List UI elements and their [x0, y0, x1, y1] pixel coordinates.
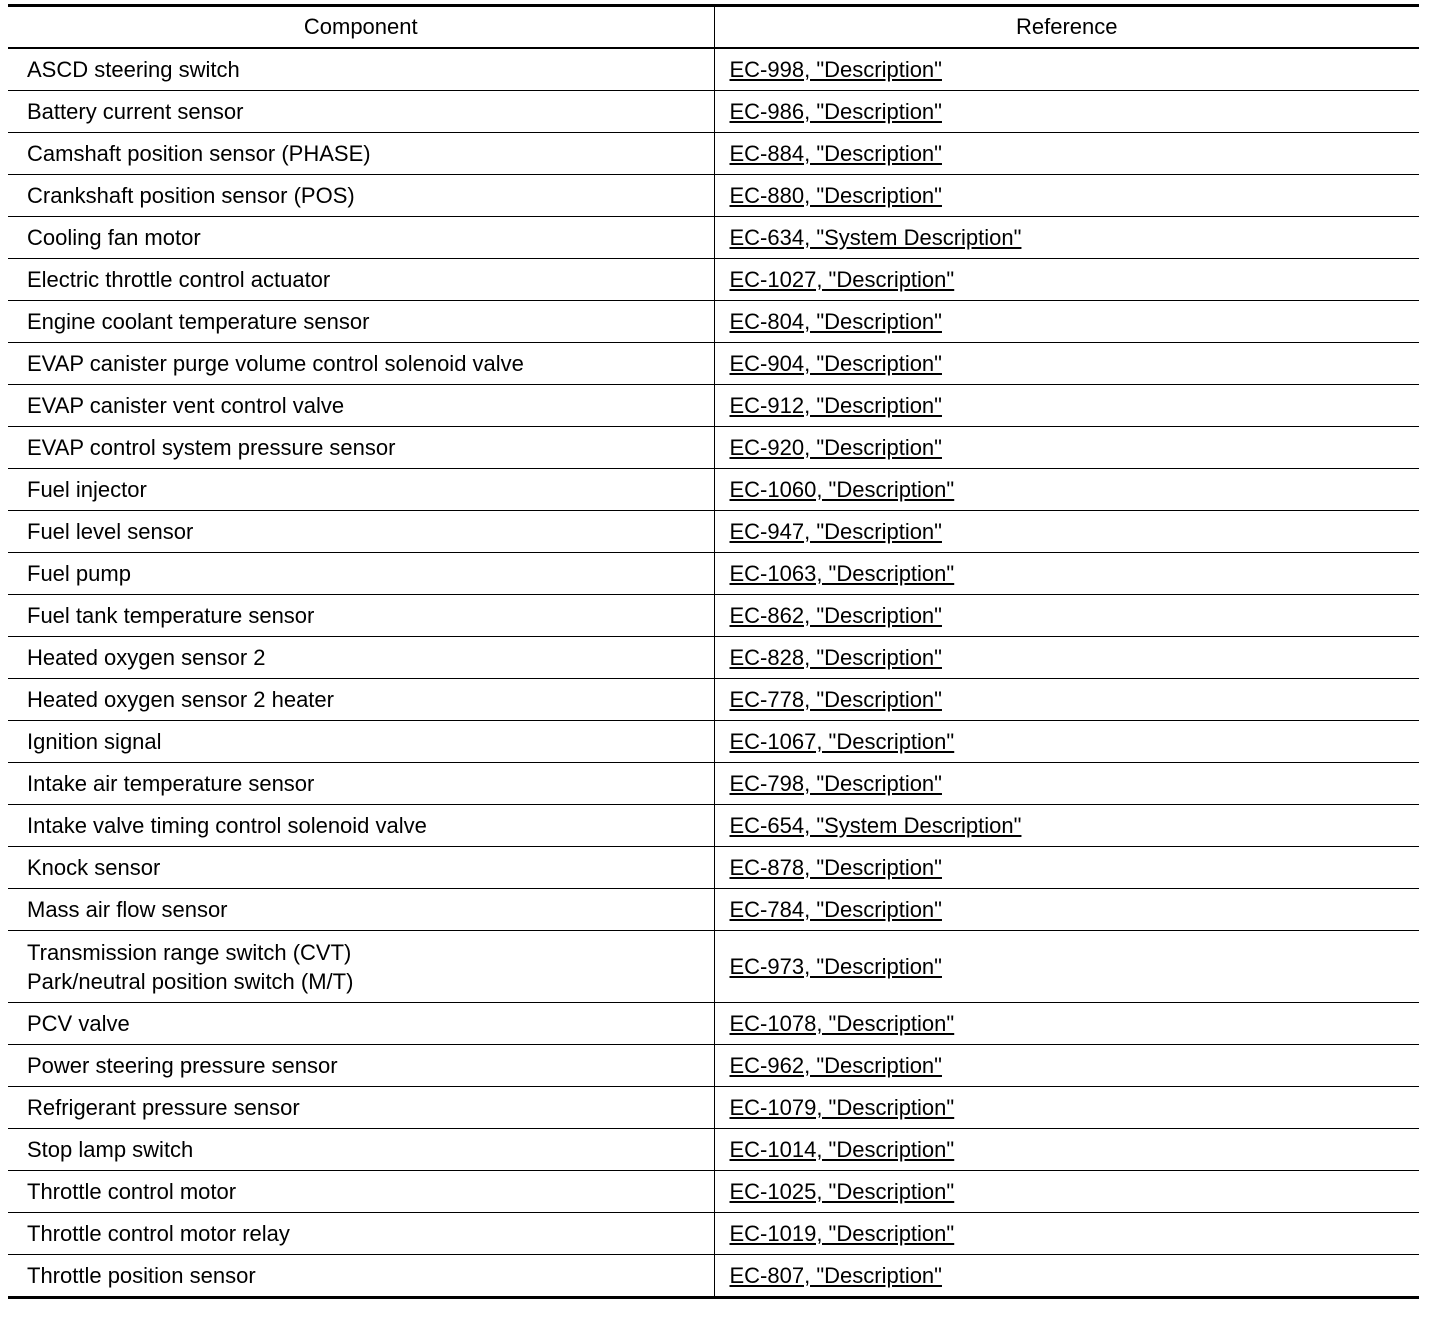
- component-name: Battery current sensor: [27, 99, 244, 124]
- component-cell: [8, 1087, 714, 1129]
- component-name: Intake air temperature sensor: [27, 771, 315, 796]
- component-cell: [8, 469, 714, 511]
- reference-link[interactable]: EC-862, "Description": [729, 603, 942, 628]
- component-cell: [8, 175, 714, 217]
- reference-link[interactable]: EC-778, "Description": [729, 687, 942, 712]
- component-cell: [8, 217, 714, 259]
- reference-link[interactable]: EC-807, "Description": [729, 1263, 942, 1288]
- component-cell: [8, 595, 714, 637]
- reference-link[interactable]: EC-1025, "Description": [729, 1179, 955, 1204]
- column-header-component: Component: [8, 6, 714, 49]
- reference-link[interactable]: EC-804, "Description": [729, 309, 942, 334]
- table-row: [8, 1087, 1419, 1129]
- table-row: [8, 175, 1419, 217]
- component-cell: [8, 1171, 714, 1213]
- component-cell: [8, 259, 714, 301]
- reference-link[interactable]: EC-784, "Description": [729, 897, 942, 922]
- reference-link[interactable]: EC-1079, "Description": [729, 1095, 955, 1120]
- component-cell: [8, 805, 714, 847]
- reference-cell: [714, 1087, 1419, 1129]
- component-name: EVAP canister vent control valve: [27, 393, 345, 418]
- reference-cell: [714, 511, 1419, 553]
- reference-cell: [714, 133, 1419, 175]
- reference-link[interactable]: EC-920, "Description": [729, 435, 942, 460]
- reference-link[interactable]: EC-1063, "Description": [729, 561, 955, 586]
- table-row: [8, 48, 1419, 91]
- reference-cell: [714, 385, 1419, 427]
- component-name: Refrigerant pressure sensor: [27, 1095, 300, 1120]
- reference-link[interactable]: EC-878, "Description": [729, 855, 942, 880]
- reference-link[interactable]: EC-654, "System Description": [729, 813, 1022, 838]
- reference-cell: [714, 679, 1419, 721]
- reference-cell: [714, 1213, 1419, 1255]
- component-cell: [8, 91, 714, 133]
- component-name: Camshaft position sensor (PHASE): [27, 141, 371, 166]
- component-cell: [8, 385, 714, 427]
- reference-cell: [714, 1171, 1419, 1213]
- component-name: EVAP control system pressure sensor: [27, 435, 396, 460]
- reference-link[interactable]: EC-880, "Description": [729, 183, 942, 208]
- reference-link[interactable]: EC-1027, "Description": [729, 267, 955, 292]
- reference-link[interactable]: EC-962, "Description": [729, 1053, 942, 1078]
- table-row: [8, 637, 1419, 679]
- component-cell: [8, 301, 714, 343]
- component-name: Heated oxygen sensor 2 heater: [27, 687, 334, 712]
- component-cell: [8, 1213, 714, 1255]
- component-cell: [8, 133, 714, 175]
- component-cell: [8, 511, 714, 553]
- component-cell: [8, 1045, 714, 1087]
- table-row: [8, 931, 1419, 1003]
- reference-cell: [714, 1045, 1419, 1087]
- component-name: Crankshaft position sensor (POS): [27, 183, 355, 208]
- reference-cell: [714, 343, 1419, 385]
- reference-cell: [714, 1255, 1419, 1298]
- reference-cell: [714, 637, 1419, 679]
- column-header-reference: Reference: [714, 6, 1419, 49]
- table-row: [8, 1003, 1419, 1045]
- component-name: Intake valve timing control solenoid valve: [27, 813, 427, 838]
- reference-link[interactable]: EC-1067, "Description": [729, 729, 955, 754]
- table-row: [8, 301, 1419, 343]
- component-cell: [8, 48, 714, 91]
- table-row: [8, 343, 1419, 385]
- component-name: Ignition signal: [27, 729, 162, 754]
- component-name: EVAP canister purge volume control solenoid valve: [27, 351, 524, 376]
- component-cell: [8, 637, 714, 679]
- reference-cell: [714, 553, 1419, 595]
- reference-cell: [714, 217, 1419, 259]
- table-row: [8, 763, 1419, 805]
- component-name: Park/neutral position switch (M/T): [27, 968, 354, 994]
- table-row: [8, 1255, 1419, 1298]
- component-name: Fuel level sensor: [27, 519, 194, 544]
- reference-cell: [714, 889, 1419, 931]
- table-row: [8, 217, 1419, 259]
- table-row: [8, 511, 1419, 553]
- component-cell: [8, 721, 714, 763]
- component-name: Fuel tank temperature sensor: [27, 603, 315, 628]
- table-row: [8, 1045, 1419, 1087]
- table-row: [8, 133, 1419, 175]
- reference-link[interactable]: EC-1019, "Description": [729, 1221, 955, 1246]
- reference-link[interactable]: EC-634, "System Description": [729, 225, 1022, 250]
- reference-link[interactable]: EC-973, "Description": [729, 954, 942, 979]
- component-cell: [8, 1129, 714, 1171]
- reference-cell: [714, 763, 1419, 805]
- component-name: Fuel pump: [27, 561, 131, 586]
- table-row: [8, 385, 1419, 427]
- component-cell: [8, 427, 714, 469]
- reference-link[interactable]: EC-912, "Description": [729, 393, 942, 418]
- reference-cell: [714, 469, 1419, 511]
- component-name: Heated oxygen sensor 2: [27, 645, 266, 670]
- reference-link[interactable]: EC-1060, "Description": [729, 477, 955, 502]
- reference-cell: [714, 175, 1419, 217]
- table-row: [8, 1171, 1419, 1213]
- component-name: PCV valve: [27, 1011, 130, 1036]
- component-name: Cooling fan motor: [27, 225, 201, 250]
- reference-link[interactable]: EC-998, "Description": [729, 57, 942, 82]
- reference-cell: [714, 259, 1419, 301]
- table-header-row: [8, 6, 1419, 49]
- component-name: ASCD steering switch: [27, 57, 240, 82]
- reference-link[interactable]: EC-1078, "Description": [729, 1011, 955, 1036]
- component-cell: [8, 343, 714, 385]
- reference-link[interactable]: EC-904, "Description": [729, 351, 942, 376]
- reference-cell: [714, 931, 1419, 1003]
- table-row: [8, 679, 1419, 721]
- table-row: [8, 469, 1419, 511]
- component-name: Power steering pressure sensor: [27, 1053, 338, 1078]
- component-name: Engine coolant temperature sensor: [27, 309, 370, 334]
- component-cell: [8, 847, 714, 889]
- reference-cell: [714, 91, 1419, 133]
- table-row: [8, 847, 1419, 889]
- reference-cell: [714, 847, 1419, 889]
- component-name: Mass air flow sensor: [27, 897, 228, 922]
- component-reference-table: [8, 4, 1419, 1299]
- component-name: Stop lamp switch: [27, 1137, 194, 1162]
- component-name: Throttle control motor: [27, 1179, 237, 1204]
- component-name: Throttle position sensor: [27, 1263, 256, 1288]
- reference-cell: [714, 1129, 1419, 1171]
- component-name: Throttle control motor relay: [27, 1221, 290, 1246]
- table-row: [8, 1129, 1419, 1171]
- reference-cell: [714, 1003, 1419, 1045]
- reference-link[interactable]: EC-986, "Description": [729, 99, 942, 124]
- table-row: [8, 553, 1419, 595]
- table-row: [8, 721, 1419, 763]
- component-name: Transmission range switch (CVT): [27, 939, 352, 965]
- reference-cell: [714, 805, 1419, 847]
- reference-link[interactable]: EC-884, "Description": [729, 141, 942, 166]
- table-row: [8, 805, 1419, 847]
- component-cell: [8, 679, 714, 721]
- component-cell: [8, 931, 714, 1003]
- reference-cell: [714, 595, 1419, 637]
- component-cell: [8, 1003, 714, 1045]
- table-row: [8, 889, 1419, 931]
- component-cell: [8, 1255, 714, 1298]
- table-row: [8, 595, 1419, 637]
- table-row: [8, 427, 1419, 469]
- table-row: [8, 91, 1419, 133]
- reference-cell: [714, 301, 1419, 343]
- reference-cell: [714, 48, 1419, 91]
- reference-cell: [714, 721, 1419, 763]
- reference-link[interactable]: EC-1014, "Description": [729, 1137, 955, 1162]
- table-row: [8, 259, 1419, 301]
- reference-link[interactable]: EC-798, "Description": [729, 771, 942, 796]
- table-body: [8, 48, 1419, 1298]
- component-cell: [8, 553, 714, 595]
- reference-link[interactable]: EC-828, "Description": [729, 645, 942, 670]
- component-name: Electric throttle control actuator: [27, 267, 331, 292]
- reference-link[interactable]: EC-947, "Description": [729, 519, 942, 544]
- component-cell: [8, 763, 714, 805]
- reference-cell: [714, 427, 1419, 469]
- component-name: Fuel injector: [27, 477, 147, 502]
- component-cell: [8, 889, 714, 931]
- component-name: Knock sensor: [27, 855, 161, 880]
- table-row: [8, 1213, 1419, 1255]
